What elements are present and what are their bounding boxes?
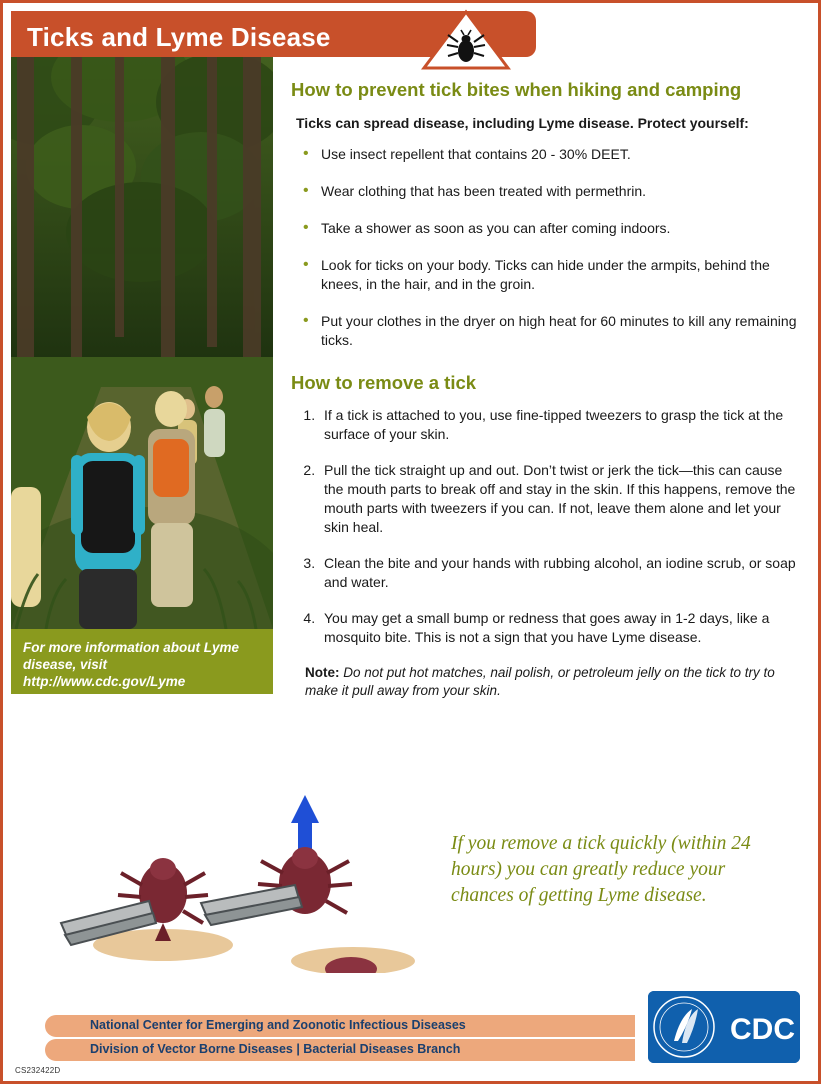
note-text: Do not put hot matches, nail polish, or petroleum jelly on the tick to try to make it pull away from your skin. <box>305 665 775 698</box>
footer-line-2-text: Division of Vector Borne Diseases | Bacterial Diseases Branch <box>90 1042 461 1056</box>
cdc-logo-text: CDC <box>730 1013 795 1046</box>
note-label: Note: <box>305 665 340 680</box>
list-item: 2. Pull the tick straight up and out. Don’t twist or jerk the tick—this can cause the mouth parts to break off and stay in the skin. If this happens, remove the mouth parts with tweezers if you can. If not, leave them alone and let your skin heal. <box>319 461 803 537</box>
list-item: • Look for ticks on your body. Ticks can hide under the armpits, behind the knees, in the hair, and in the groin. <box>291 256 803 294</box>
page-title: Ticks and Lyme Disease <box>27 22 331 52</box>
hikers-on-forest-trail-photo <box>11 57 273 629</box>
list-item: • Use insect repellent that contains 20 - 30% DEET. <box>291 145 803 164</box>
list-item: 4. You may get a small bump or redness that goes away in 1-2 days, like a mosquito bite. This is not a sign that you have Lyme disease. <box>319 609 803 647</box>
removal-note <box>291 664 803 700</box>
pull-quote: If you remove a tick quickly (within 24 hours) you can greatly reduce your chances of getting Lyme disease. <box>451 833 751 906</box>
footer-line-2 <box>45 1039 635 1061</box>
tick-warning-sign-icon <box>421 9 511 71</box>
photo-caption-text: For more information about Lyme disease, visit http://www.cdc.gov/Lyme <box>23 640 240 689</box>
photo-caption <box>11 629 273 694</box>
list-item: • Wear clothing that has been treated with permethrin. <box>291 182 803 201</box>
removal-heading: How to remove a tick <box>291 372 477 393</box>
footer-line-1-text: National Center for Emerging and Zoonotic Infectious Diseases <box>90 1018 466 1032</box>
cdc-logo <box>648 991 800 1063</box>
prevention-heading: How to prevent tick bites when hiking and camping <box>291 79 742 100</box>
main-content <box>291 79 803 714</box>
cs-number: CS232422D <box>15 1066 61 1075</box>
prevention-list <box>291 145 803 350</box>
list-item: 3. Clean the bite and your hands with rubbing alcohol, an iodine scrub, or soap and water. <box>319 554 803 592</box>
prevention-lead: Ticks can spread disease, including Lyme disease. Protect yourself: <box>296 115 749 131</box>
list-item: 1. If a tick is attached to you, use fine-tipped tweezers to grasp the tick at the surface of your skin. <box>319 406 803 444</box>
footer-line-1 <box>45 1015 635 1037</box>
list-item: • Take a shower as soon as you can after coming indoors. <box>291 219 803 238</box>
removal-steps-list <box>291 406 803 647</box>
tweezers-removing-tick-diagram <box>43 773 443 973</box>
list-item: • Put your clothes in the dryer on high heat for 60 minutes to kill any remaining ticks. <box>291 312 803 350</box>
